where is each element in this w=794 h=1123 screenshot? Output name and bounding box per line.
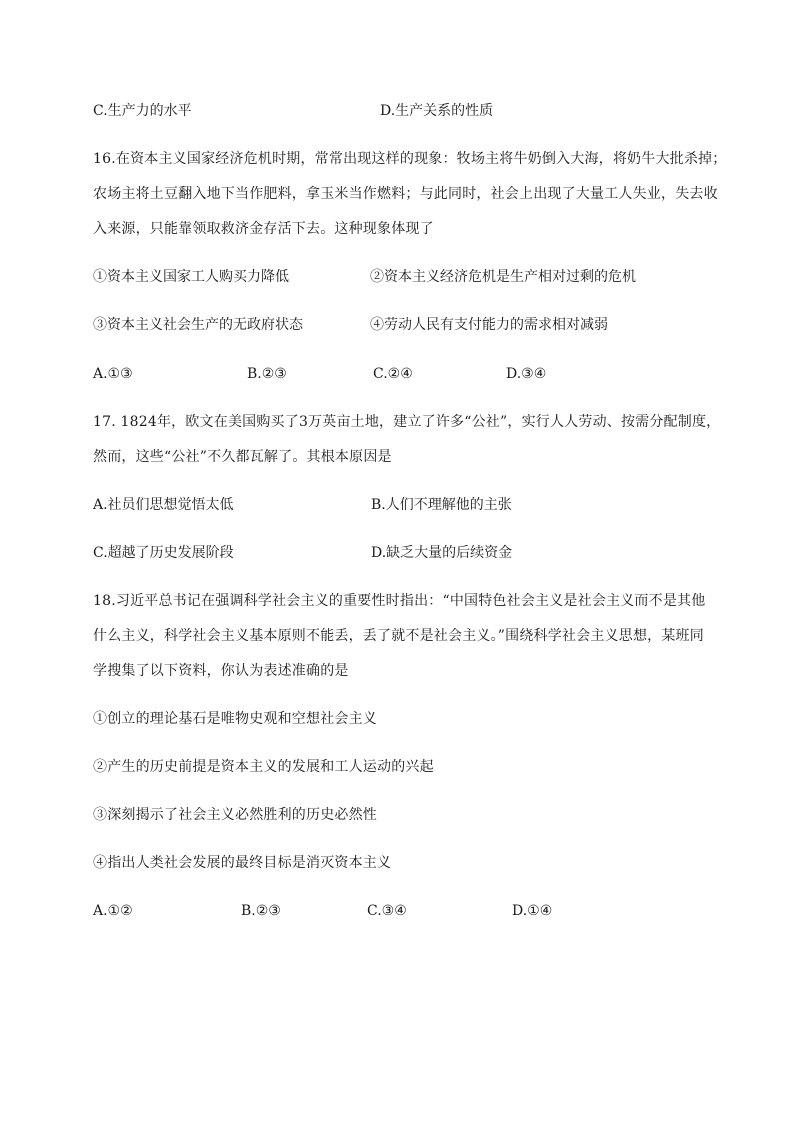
q18-item-4: ④指出人类社会发展的最终目标是消灭资本主义 <box>93 855 392 871</box>
q16-stem-line-1: 16.在资本主义国家经济危机时期，常常出现这样的现象：牧场主将牛奶倒入大海，将奶牛大批杀掉； <box>93 151 727 167</box>
q18-item-1: ①创立的理论基石是唯物史观和空想社会主义 <box>93 711 377 727</box>
q18-option-c: C.③④ <box>367 903 407 919</box>
q15-option-c: C.生产力的水平 <box>93 103 192 119</box>
q17-option-c: C.超越了历史发展阶段 <box>93 545 234 561</box>
q17-stem-line-1: 17. 1824年，欧文在美国购买了3万英亩土地，建立了许多“公社”，实行人人劳动、按需分配制度， <box>93 414 721 430</box>
q16-item-2: ②资本主义经济危机是生产相对过剩的危机 <box>370 269 636 285</box>
q16-item-1: ①资本主义国家工人购买力降低 <box>93 269 289 285</box>
q18-option-b: B.②③ <box>241 903 281 919</box>
q15-option-d: D.生产关系的性质 <box>380 103 494 119</box>
q17-option-d: D.缺乏大量的后续资金 <box>371 545 513 561</box>
q17-stem-line-2: 然而，这些“公社”不久都瓦解了。其根本原因是 <box>93 449 392 465</box>
q16-stem-line-2: 农场主将土豆翻入地下当作肥料，拿玉米当作燃料；与此同时，社会上出现了大量工人失业，失去收 <box>93 186 718 202</box>
q17-option-a: A.社员们思想觉悟太低 <box>93 497 234 513</box>
q18-stem-line-1: 18.习近平总书记在强调科学社会主义的重要性时指出：“中国特色社会主义是社会主义而不是其他 <box>93 593 706 609</box>
q16-item-3: ③资本主义社会生产的无政府状态 <box>93 317 303 333</box>
q16-option-a: A.①③ <box>93 366 133 382</box>
q18-option-d: D.①④ <box>512 903 553 919</box>
q16-option-c: C.②④ <box>373 366 413 382</box>
q16-stem-line-3: 入来源，只能靠领取救济金存活下去。这种现象体现了 <box>93 221 434 237</box>
q18-item-3: ③深刻揭示了社会主义必然胜利的历史必然性 <box>93 807 377 823</box>
q16-option-d: D.③④ <box>506 366 547 382</box>
q16-item-4: ④劳动人民有支付能力的需求相对减弱 <box>370 317 608 333</box>
q18-stem-line-3: 学搜集了以下资料，你认为表述准确的是 <box>93 663 349 679</box>
q18-item-2: ②产生的历史前提是资本主义的发展和工人运动的兴起 <box>93 759 434 775</box>
q18-option-a: A.①② <box>93 903 133 919</box>
q16-option-b: B.②③ <box>247 366 287 382</box>
q18-stem-line-2: 什么主义，科学社会主义基本原则不能丢，丢了就不是社会主义。”围绕科学社会主义思想，某班同 <box>93 628 704 644</box>
q17-option-b: B.人们不理解他的主张 <box>371 497 512 513</box>
